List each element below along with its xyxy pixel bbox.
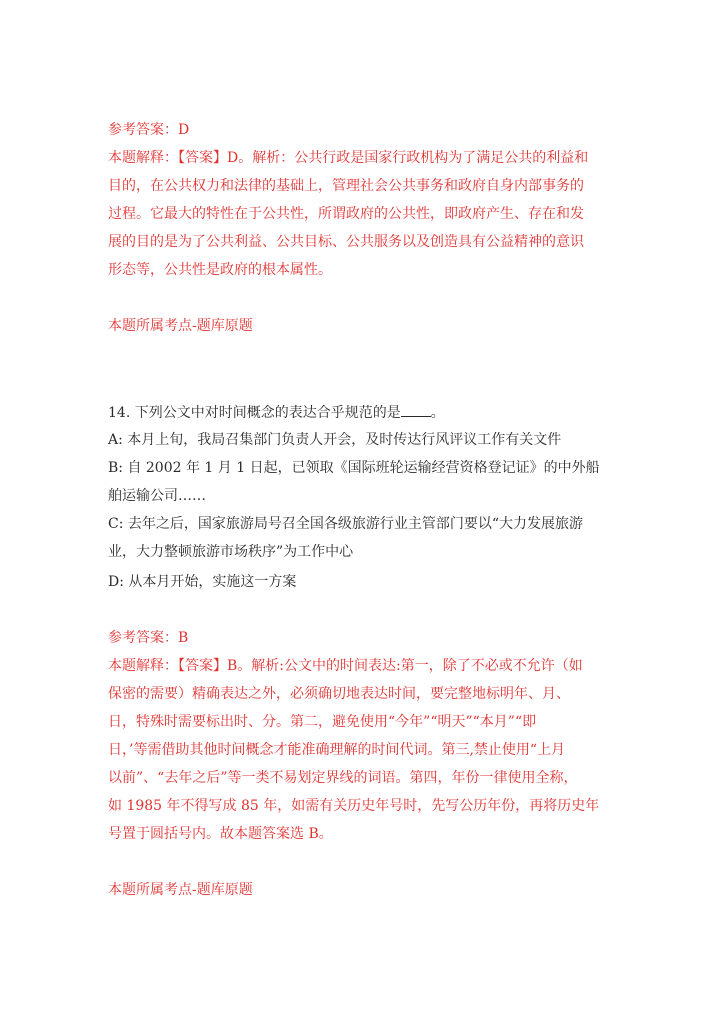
question-stem-end: 。 [430,405,445,421]
option-b: B: 自 2002 年 1 月 1 日起，已领取《国际班轮运输经营资格登记证》的中外船 [108,460,600,476]
explanation-line: 本题解释：【答案】B。解析:公文中的时间表达:第一，除了不必或不允许（如 [108,658,583,674]
explanation-line: 本题解释：【答案】D。解析：公共行政是国家行政机构为了满足公共的利益和 [108,150,589,166]
answer-label: 参考答案：D [108,122,190,138]
explanation-line: 以前”、“去年之后”等一类不易划定界线的词语。第四，年份一律使用全称， [108,770,578,786]
option-c: C: 去年之后，国家旅游局号召全国各级旅游行业主管部门要以“大力发展旅游 [108,516,584,532]
option-c-continued: 业，大力整顿旅游市场秩序”为工作中心 [108,544,354,560]
explanation-line: 过程。它最大的特性在于公共性，所谓政府的公共性，即政府产生、存在和发 [108,206,584,222]
answer-label: 参考答案：B [108,630,189,646]
option-d: D: 从本月开始，实施这一方案 [108,574,297,590]
explanation-line: 日，特殊时需要标出时、分。第二，避免使用“今年”“明天”“本月”“即 [108,714,537,730]
explanation-line: 日，’等需借助其他时间概念才能准确理解的时间代词。第三,禁止使用“上月 [108,742,566,758]
explanation-line: 保密的需要）精确表达之外，必须确切地表达时间，要完整地标明年、月、 [108,686,570,702]
option-b-continued: 舶运输公司…… [108,488,206,504]
question-stem [108,402,445,422]
explanation-line: 展的目的是为了公共利益、公共目标、公共服务以及创造具有公益精神的意识 [108,234,584,250]
explanation-line: 目的，在公共权力和法律的基础上，管理社会公共事务和政府自身内部事务的 [108,178,584,194]
explanation-line: 号置于圆括号内。故本题答案选 B。 [108,826,333,842]
explanation-line: 形态等，公共性是政府的根本属性。 [108,262,332,278]
question-stem-text: 14. 下列公文中对时间概念的表达合乎规范的是 [108,405,401,421]
topic-source: 本题所属考点-题库原题 [108,882,253,898]
answer-blank [401,402,431,417]
explanation-line: 如 1985 年不得写成 85 年，如需有关历史年号时，先写公历年份，再将历史年 [108,798,600,814]
option-a: A: 本月上旬，我局召集部门负责人开会，及时传达行风评议工作有关文件 [108,432,562,448]
topic-source: 本题所属考点-题库原题 [108,318,253,334]
